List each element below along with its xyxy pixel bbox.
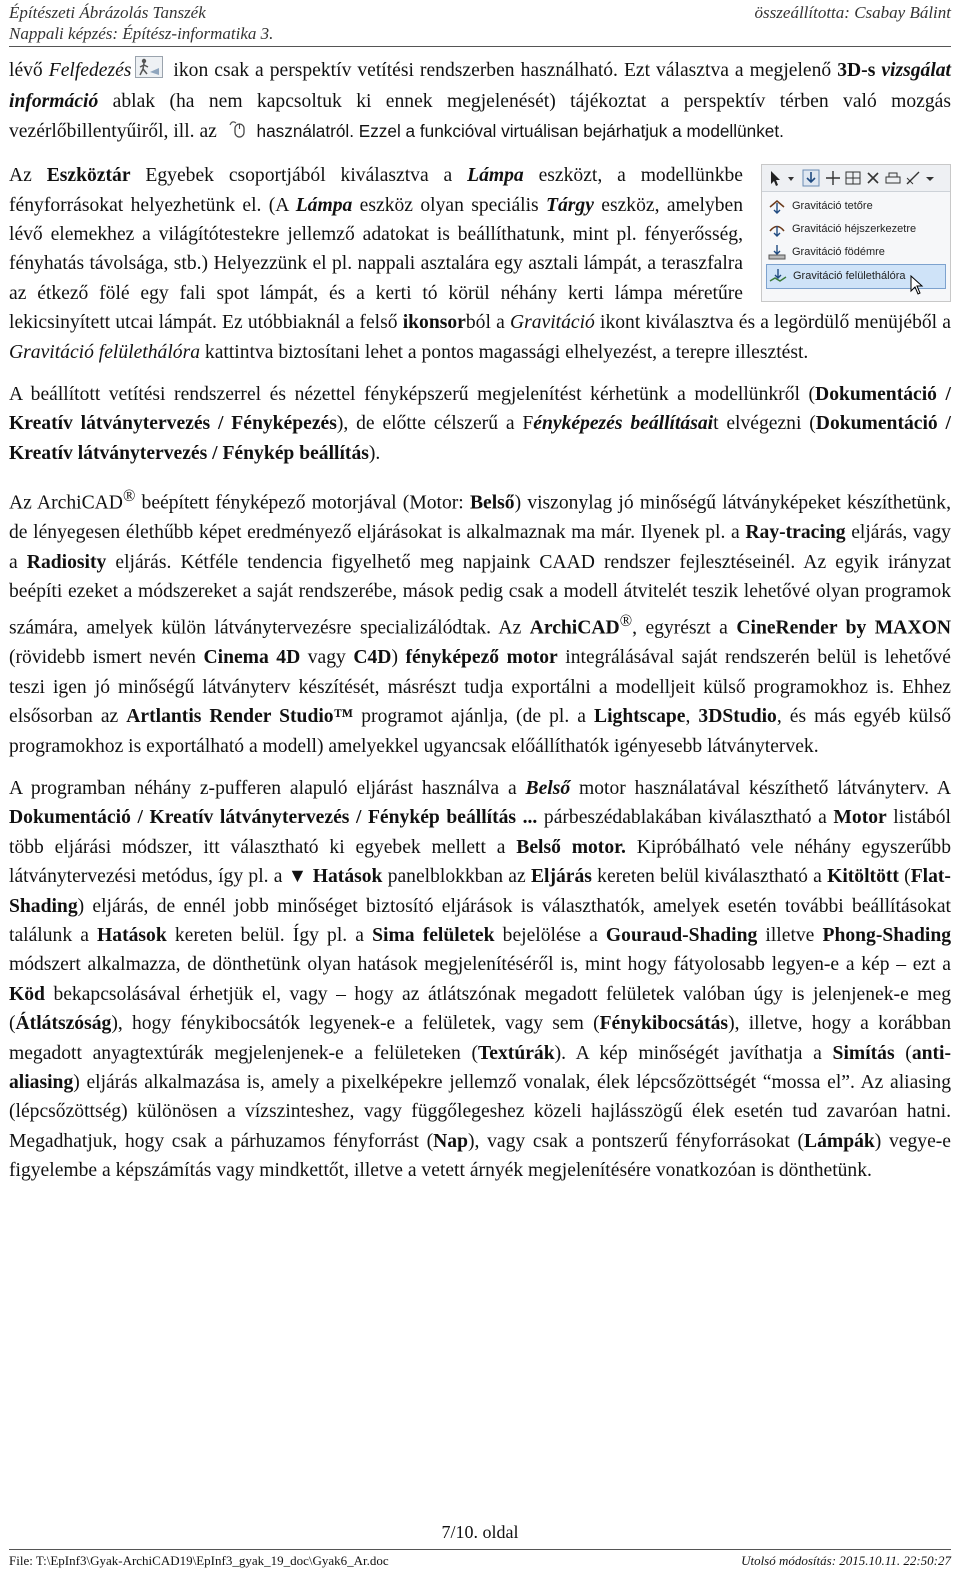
term-belso: Belső [525, 778, 571, 799]
text: bekapcsolásával érhetjük el, vagy – hogy az átlátszónak megadott felületek valóban úgy is jelenjenek-e meg ( [9, 983, 951, 1035]
text: ), vagy csak a pontszerű fényforrásokat ( [468, 1130, 805, 1152]
term-hatasok: Hatások [97, 925, 167, 947]
text: ) eljárás alkalmazása is, amely a pixelképekre jellemző vonalak, élek lépcsőzöttségét “mossa el”. Az aliasing (lépcsőzöttség) különösen a vízszinteshez, vagy függőlegeshez közeli hajlásszögű élek esetén tud zavaróan hatni. Megadhatjuk, hogy csak a párhuzamos fényforrást ( [9, 1072, 951, 1152]
term-lampak: Lámpák [804, 1130, 875, 1152]
guide-icon[interactable] [904, 169, 922, 187]
header-author: összeállította: Csabay Bálint [754, 3, 951, 22]
paragraph-render-engines [9, 481, 951, 761]
text: ) eljárás, de ennél jobb minőséget biztosító eljárások is választhatók, amelyek esetén további beállításokat találunk a [9, 895, 951, 947]
menu-path-fenykep-beallitas: Dokumentáció / Kreatív látványtervezés / Fénykép beállítás [9, 413, 951, 464]
document-body [9, 56, 951, 1199]
term-lightscape: Lightscape [594, 706, 686, 728]
term-nap: Nap [433, 1130, 469, 1152]
text: ) [391, 647, 406, 669]
page-header [9, 2, 951, 46]
text: eszköz, amelyben lévő elemekhez a világítótestekre jellemző adatokat is beállíthatunk, mint pl. fényerősség, fényhatás távolsága, stb.) Helyezzünk el pl. nappali asztalára egy asztali lámpát, a teraszfalra az étkező fölé egy fali spot lámpát, és a kerti tó körül néhány kerti lámpa méretűre lekicsinyített utcai lámpát. Ez utóbbiaknál a felső [9, 194, 743, 334]
gravity-mesh-icon [769, 268, 787, 285]
text: panelblokkban az [382, 866, 531, 888]
text: A programban néhány z-pufferen alapuló eljárást használva a [9, 778, 526, 799]
text: motor használatával készíthető látványterv. A [570, 778, 951, 799]
text: módszert alkalmazza, de dönthetünk olyan hatások megjelenítéséről is, mint hogy fátyolosabb legyen-e a kép – ezt a [9, 954, 951, 976]
text: kereten belül kiválasztható a [591, 866, 828, 888]
term-felfedezes: Felfedezés [48, 60, 132, 82]
text: , egyrészt a [632, 617, 737, 639]
move-icon[interactable] [824, 169, 842, 187]
grid-icon[interactable] [844, 169, 862, 187]
pointer-tool-icon[interactable] [766, 169, 784, 187]
term-cinema4d: Cinema 4D [203, 647, 301, 669]
text: ). A kép minőségét javíthatja a [554, 1042, 833, 1064]
term-kitoltott: Kitöltött [827, 866, 899, 888]
term-phong: Phong-Shading [822, 925, 952, 947]
text: eljárás, vagy a [9, 522, 951, 573]
term-kod: Köd [9, 983, 45, 1005]
menu-item-gravity-slab[interactable] [766, 241, 944, 264]
text: A beállított vetítési rendszerrel és nézettel fényképszerű megjelenítést kérhetünk a modellünkről ( [9, 384, 816, 406]
course-name: Nappali képzés: Építész-informatika 3. [9, 24, 274, 43]
file-path: File: T:\EpInf3\Gyak-ArchiCAD19\EpInf3_gyak_19_doc\Gyak6_Ar.doc [9, 1553, 389, 1568]
text: integrálásával saját rendszerén belül is lehetővé teszi igen jó minőségű látványterv készítését, másrészt tudja exportálni a modelljeit külső programokhoz is. Ehhez elsősorban az [9, 647, 951, 728]
text: ). [368, 442, 381, 464]
text: beépített fényképező motorjával (Motor: [135, 492, 470, 514]
header-rule [9, 46, 951, 47]
text: ikont kiválasztva és a legördülő menüjéből a [594, 312, 952, 334]
gravity-shell-icon [768, 221, 786, 238]
text: Az ArchiCAD [9, 492, 123, 514]
mouse-icon [226, 117, 248, 148]
text: kattintva biztosítani lehet a pontos magassági elhelyezést, a terepre illesztést. [200, 341, 809, 363]
menu-path-fenykep-beallitas: Dokumentáció / Kreatív látványtervezés / Fénykép beállítás ... [9, 807, 538, 829]
cross-icon[interactable] [864, 169, 882, 187]
snap-icon[interactable] [884, 169, 902, 187]
term-c4d: C4D [353, 647, 392, 669]
text: ), hogy fénykibocsátók legyenek-e a felületek, vagy sem ( [111, 1013, 600, 1035]
dropdown-arrow-icon-2[interactable] [924, 169, 936, 187]
dropdown-arrow-icon[interactable] [786, 169, 796, 187]
term-belso: Belső [469, 492, 515, 514]
term-hatasok-panel: ▼ Hatások [287, 866, 383, 888]
term-motor: Motor [833, 807, 887, 829]
term-belso-motor: Belső motor. [516, 836, 626, 858]
paragraph-lamp [9, 161, 951, 367]
text: bejelölése a [494, 925, 606, 947]
text: , [685, 706, 699, 728]
paragraph-explore [9, 56, 951, 148]
text: ), illetve, hogy a korábban megadott anyagtextúrák megjelenjenek-e a felületeken ( [9, 1013, 951, 1064]
menu-path-fenykepezes: Dokumentáció / Kreatív látványtervezés / Fényképezés [9, 384, 951, 435]
text: ( [898, 866, 911, 888]
term-anti-aliasing: anti-aliasing [9, 1042, 952, 1094]
term-cinerender: CineRender by MAXON [736, 617, 951, 639]
menu-item-label: Gravitáció födémre [792, 246, 885, 259]
registered-mark: ® [122, 486, 136, 506]
gravity-roof-icon [768, 198, 786, 215]
registered-mark: ® [619, 611, 633, 631]
text: listából több eljárási módszer, itt választható ki egyebek mellett a [9, 807, 951, 858]
text: ikon csak a perspektív vetítési rendszerben használható. Ezt választva a megjelenő [167, 60, 838, 82]
text: illetve [757, 925, 823, 947]
term-eljaras: Eljárás [530, 866, 592, 888]
department-name: Építészeti Ábrázolás Tanszék [9, 3, 206, 22]
page-number: 7/10. oldal [441, 1522, 519, 1542]
text: eszköz olyan speciális [352, 194, 547, 216]
text: , és más egyéb külső programokhoz is exportálható a modell) amelyekkel ugyancsak előállíthatók igényesebb látványtervek. [9, 706, 952, 757]
text: ( [894, 1042, 912, 1064]
text: vagy [300, 647, 354, 669]
text: (rövidebb ismert nevén [9, 647, 204, 669]
term-lampa: Lámpa [467, 165, 524, 187]
term-vizsgalat-informacio: vizsgálat információ [9, 60, 951, 113]
text: eszközt, a modellünkbe fényforrásokat helyezhetünk el. (A [9, 165, 743, 216]
text: eljárás. Kétféle tendencia figyelhető meg napjaink CAAD rendszer fejlesztéseinél. Az egyik irányzat beépíti ezeket a módszereket a saját rendszerébe, mások pedig csak a modell átvitelét teszik lehetővé olyan programok számára, amelyek külön látványtervezésre specializálódtak. Az [9, 551, 951, 639]
footer-rule [9, 1549, 951, 1550]
menu-item-label: Gravitáció héjszerkezetre [792, 223, 917, 236]
term-radiosity: Radiosity [26, 551, 107, 573]
term-ikonsor: ikonsor [402, 312, 466, 334]
text: ból a [465, 312, 510, 334]
text: kereten belül. Így pl. a [166, 925, 373, 947]
text: ), de előtte célszerű a F [336, 413, 534, 435]
term-artlantis: Artlantis Render Studio™ [126, 706, 354, 728]
term-lampa-2: Lámpa [295, 194, 353, 216]
term-gravitacio-feluletholora: Gravitáció felülethálóra [9, 341, 201, 363]
term-sima-feluletek: Sima felületek [372, 925, 495, 947]
term-3ds: 3D-s [837, 60, 876, 82]
text: lévő [9, 60, 49, 82]
term-fenykepezes-beallitasai: ényképezés beállításai [533, 413, 714, 435]
text: párbeszédablakában kiválasztható a [537, 807, 834, 829]
term-eszkoztar: Eszköztár [46, 165, 131, 187]
term-gravitacio: Gravitáció [509, 312, 595, 334]
term-atlatszosag: Átlátszóság [15, 1013, 112, 1035]
term-texturak: Textúrák [478, 1042, 555, 1064]
term-simitas: Simítás [832, 1042, 895, 1064]
gravity-icon[interactable] [802, 169, 820, 187]
text: használatról. Ezzel a funkcióval virtuálisan bejárhatjuk a modellünket. [251, 121, 784, 142]
paragraph-zbuffer [9, 774, 951, 1186]
term-3dstudio: 3DStudio [698, 706, 777, 728]
header-left [9, 2, 273, 44]
menu-item-label: Gravitáció tetőre [792, 200, 873, 213]
mouse-pointer-icon [910, 275, 924, 295]
menu-item-label: Gravitáció felülethálóra [793, 270, 906, 283]
term-archicad: ArchiCAD [529, 617, 620, 639]
term-targy: Tárgy [546, 194, 594, 216]
term-fenykepezo-motor: fényképező motor [405, 647, 558, 669]
text: Az [9, 165, 47, 187]
text: ) viszonylag jó minőségű látványképeket készíthetünk, de lényegesen élethűbb képet eredményező eljárásokat is alkalmaznak ma már. Ilyenek pl. a [9, 492, 951, 544]
text: ablak (ha nem kapcsoltuk ki ennek megjelenését) tájékoztat a perspektív térben való mozgás vezérlőbillentyűiről, ill. az [9, 91, 951, 143]
gravity-menu-screenshot [761, 164, 951, 302]
text: programot ajánlja, (de pl. a [353, 706, 595, 728]
text: ) vegye-e figyelembe a képszámítás vagy mindkettőt, illetve a vetett árnyék megjelenítésére vonatkozóan is dönthetünk. [9, 1130, 951, 1182]
term-flat-shading: Flat-Shading [9, 866, 951, 917]
last-modified: Utolsó módosítás: 2015.10.11. 22:50:27 [741, 1553, 951, 1568]
term-ray-tracing: Ray-tracing [745, 522, 846, 544]
gravity-slab-icon [768, 244, 786, 261]
menu-item-gravity-shell[interactable] [766, 218, 944, 241]
explore-walk-icon [135, 56, 163, 87]
text: Egyebek csoportjából kiválasztva a [130, 165, 468, 187]
toolbar [762, 165, 950, 192]
text: t elvégezni ( [713, 413, 816, 435]
paragraph-photo [9, 380, 951, 468]
term-fenykibocsatas: Fénykibocsátás [599, 1013, 729, 1035]
menu-item-gravity-roof[interactable] [766, 195, 944, 218]
term-gouraud: Gouraud-Shading [605, 925, 758, 947]
text: Kipróbálható vele néhány egyszerűbb látványtervezési metódus, így pl. a [9, 836, 951, 888]
